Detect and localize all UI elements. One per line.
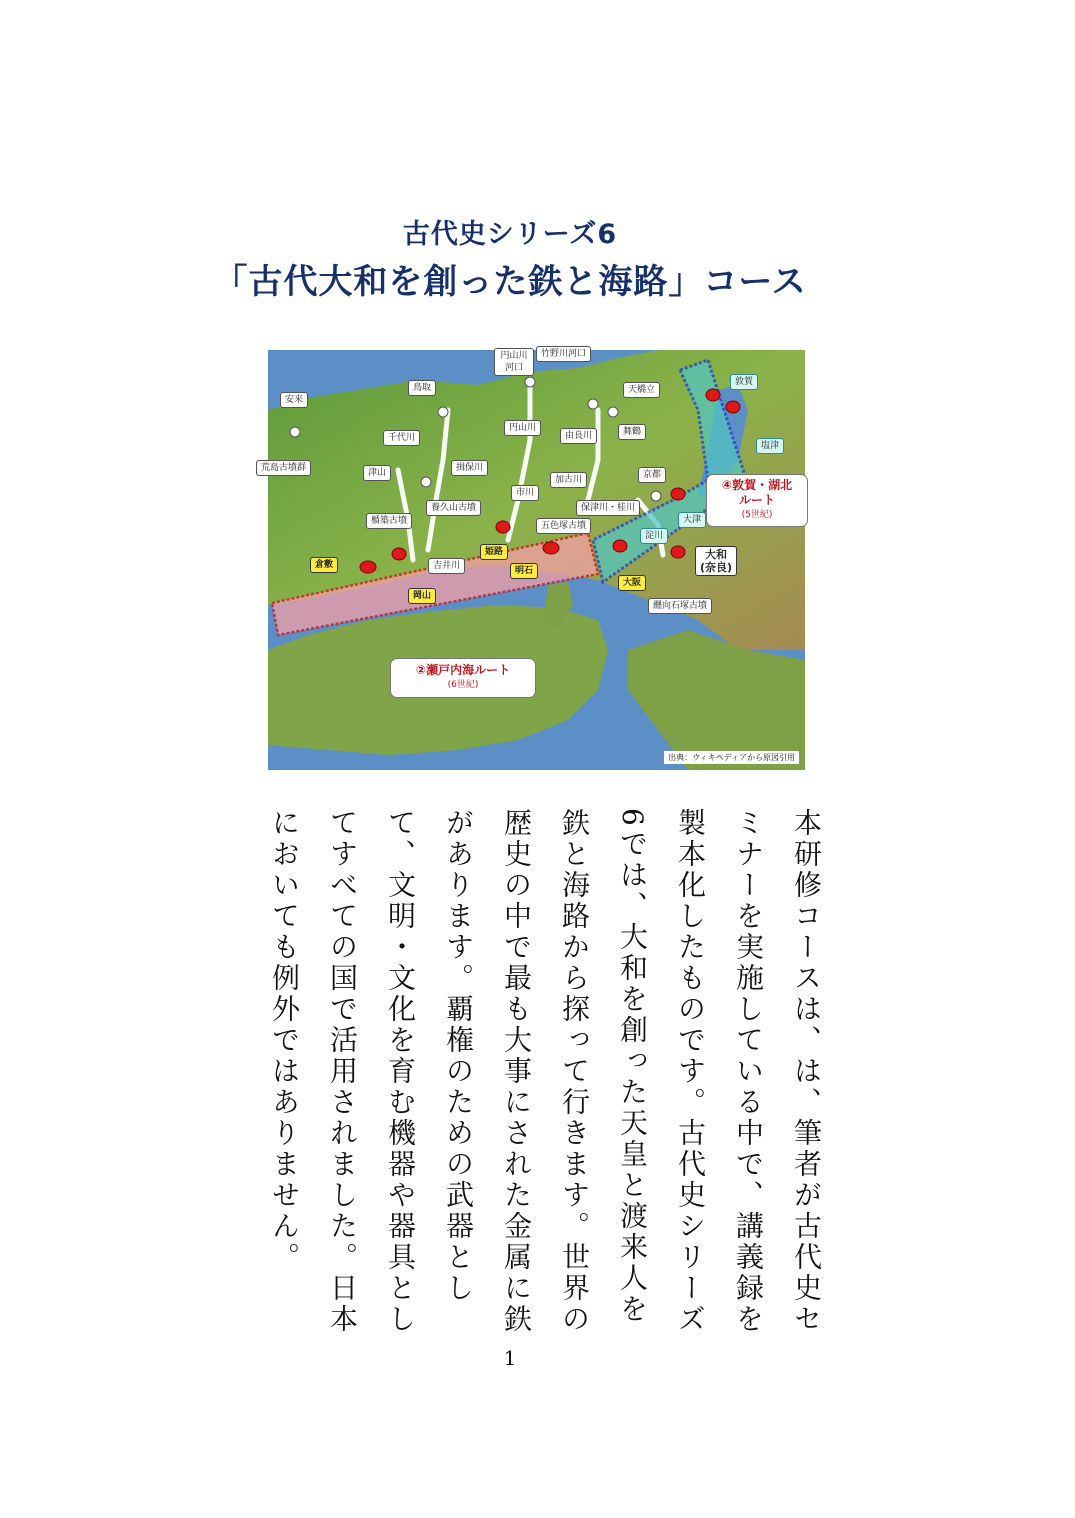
- map-label-ichikawa: 市川: [511, 485, 539, 501]
- map-label-akashi: 明石: [510, 563, 538, 579]
- map-label-hozu: 保津川・桂川: [576, 500, 640, 516]
- route-tsuruga-name: ④敦賀・湖北 ルート: [721, 478, 793, 507]
- route-setouchi-era: (6世紀): [447, 680, 479, 690]
- map-label-araki: 荒島古墳群: [256, 460, 311, 476]
- route-label-tsuruga: [706, 474, 808, 527]
- map-label-maizuru: 舞鶴: [618, 424, 646, 440]
- map-label-kurashiki: 倉敷: [310, 557, 338, 573]
- map-label-yasugi: 安来: [280, 392, 308, 408]
- map-label-osaka: 大阪: [618, 575, 646, 591]
- course-title: 「古代大和を創った鉄と海路」コース: [213, 262, 807, 302]
- route-map: [261, 349, 805, 770]
- route-tsuruga-era: (5世紀): [741, 510, 773, 520]
- map-label-yokuyama: 養久山古墳: [426, 500, 481, 516]
- page-number: 1: [503, 1346, 517, 1370]
- map-label-chiyo: 千代川: [383, 430, 420, 446]
- map-label-kyoto: 京都: [638, 467, 666, 483]
- map-label-maruyama: 円山川: [504, 420, 541, 436]
- map-label-tsuruga: 敦賀: [730, 374, 758, 390]
- map-label-yura: 由良川: [560, 428, 597, 444]
- map-credit: 出典：ウィキペディアから原図引用: [664, 751, 799, 764]
- map-label-maruyama-kako: 円山川河口: [494, 348, 534, 376]
- map-label-okayama: 岡山: [408, 588, 436, 604]
- series-title: 古代史シリーズ6: [402, 219, 618, 250]
- map-label-yamato: 大和 (奈良): [695, 546, 737, 576]
- map-label-kako: 加古川: [550, 472, 587, 488]
- body-paragraph: 本研修コースは、は、筆者が古代史セミナーを実施している中で、講義録を製本化したものです。古代史シリーズ6では、大和を創った天皇と渡来人を鉄と海路から探って行きます。世界の歴史の中で最も大事にされた金属に鉄があります。覇権のための武器として、文明・文化を育む機器や器具としてすべての国で活用されました。日本においても例外ではありません。: [268, 808, 823, 1335]
- route-setouchi-name: ②瀬戸内海ルート: [415, 663, 511, 677]
- map-label-tatetsuki: 楯築古墳: [366, 513, 412, 529]
- map-label-tsuyama: 津山: [363, 465, 391, 481]
- map-label-yodo: 淀川: [640, 528, 668, 544]
- map-label-amano: 天橋立: [623, 382, 660, 398]
- route-label-setouchi: [390, 658, 536, 698]
- map-label-shiotsu: 塩津: [756, 438, 784, 454]
- body-text: [255, 808, 835, 1348]
- map-label-ibo: 揖保川: [451, 460, 488, 476]
- map-label-tottori: 鳥取: [408, 380, 436, 396]
- map-label-otsu: 大津: [678, 512, 706, 528]
- map-label-yoshii: 吉井川: [428, 558, 465, 574]
- map-label-makimuku: 纒向石塚古墳: [648, 598, 712, 614]
- map-label-himeji: 姫路: [480, 544, 508, 560]
- map-label-goshiki: 五色塚古墳: [536, 518, 591, 534]
- map-label-takeno: 竹野川河口: [536, 346, 591, 362]
